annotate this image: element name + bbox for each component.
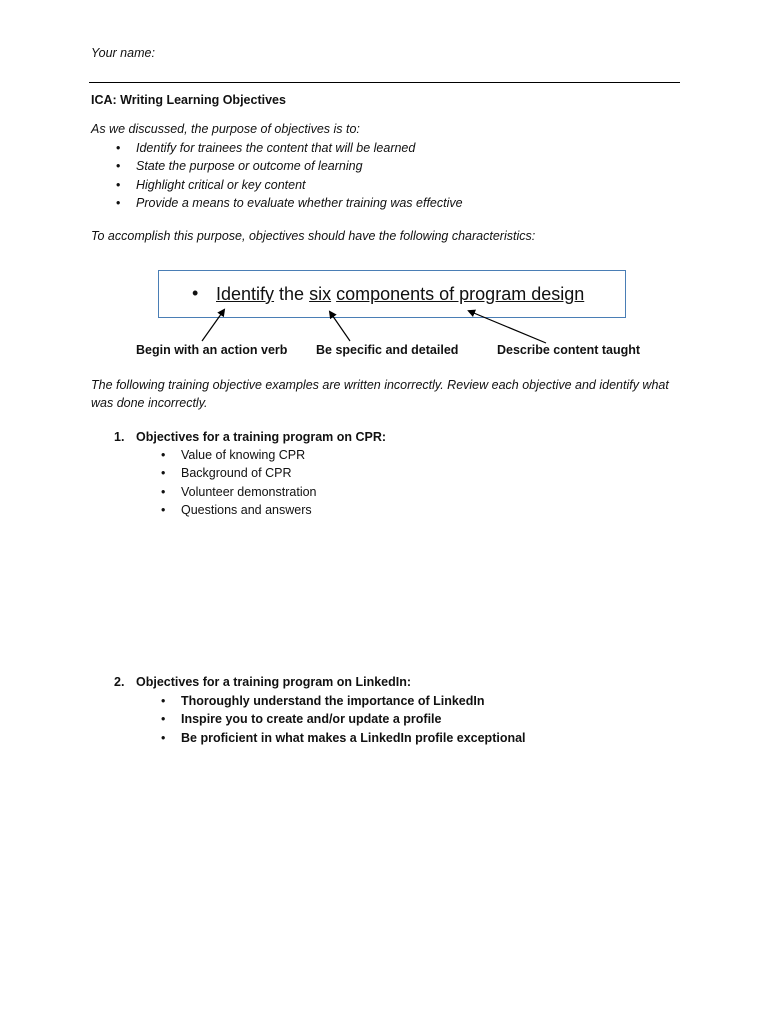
- characteristics-intro: To accomplish this purpose, objectives should have the following characteristics:: [91, 229, 536, 243]
- list-item: • Thoroughly understand the importance of LinkedIn: [181, 692, 526, 710]
- purpose-item: • State the purpose or outcome of learning: [136, 157, 463, 175]
- exercise-2-list: [181, 692, 526, 747]
- arrow-content: [469, 311, 546, 343]
- arrow-specific: [330, 312, 350, 341]
- purpose-intro: As we discussed, the purpose of objectives is to:: [91, 122, 360, 136]
- exercise-1-heading: [114, 430, 387, 444]
- exercise-heading-text: Objectives for a training program on LinkedIn:: [136, 675, 412, 689]
- callout-specific: Be specific and detailed: [316, 343, 459, 357]
- callout-action-verb: Begin with an action verb: [136, 343, 288, 357]
- exercise-1-list: [181, 446, 317, 520]
- review-intro: The following training objective examples are written incorrectly. Review each objective and identify what was done incorrectly.: [91, 378, 669, 411]
- callout-content: Describe content taught: [497, 343, 641, 357]
- example-article: the: [274, 284, 310, 304]
- exercise-2-heading: [114, 675, 412, 689]
- list-item: • Background of CPR: [181, 464, 317, 482]
- example-quantity: six: [309, 284, 332, 304]
- callout-arrows: [0, 0, 768, 400]
- name-label: Your name:: [91, 46, 155, 60]
- arrow-action-verb: [202, 310, 224, 341]
- list-item: • Questions and answers: [181, 501, 317, 519]
- exercise-number: 2.: [114, 675, 125, 689]
- list-item: • Volunteer demonstration: [181, 483, 317, 501]
- exercise-number: 1.: [114, 430, 125, 444]
- example-content: components of program design: [336, 284, 585, 304]
- example-bullet: •: [192, 283, 199, 303]
- exercise-heading-text: Objectives for a training program on CPR:: [136, 430, 387, 444]
- purpose-item: • Identify for trainees the content that will be learned: [136, 139, 463, 157]
- list-item: • Inspire you to create and/or update a profile: [181, 710, 526, 728]
- list-item: • Value of knowing CPR: [181, 446, 317, 464]
- purpose-item: • Highlight critical or key content: [136, 176, 463, 194]
- list-item: • Be proficient in what makes a LinkedIn profile exceptional: [181, 729, 526, 747]
- example-action-verb: Identify: [216, 284, 275, 304]
- document-title: ICA: Writing Learning Objectives: [91, 93, 286, 107]
- purpose-item: • Provide a means to evaluate whether training was effective: [136, 194, 463, 212]
